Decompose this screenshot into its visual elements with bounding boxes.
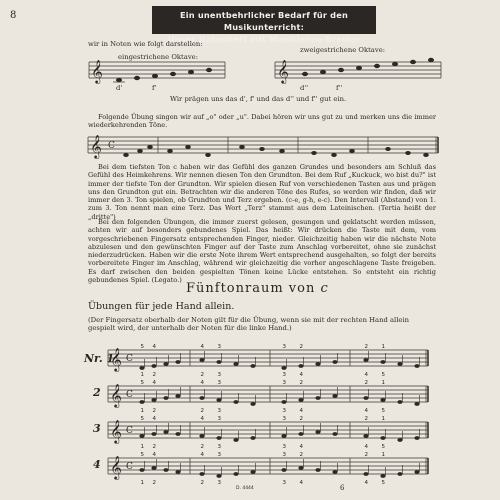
note-head [363, 358, 368, 362]
note-head [380, 474, 385, 478]
note-head [216, 360, 221, 364]
finger-top: 3 [217, 452, 221, 458]
note-head [397, 400, 402, 404]
note-head [250, 436, 255, 440]
note-head [414, 436, 419, 440]
finger-top: 3 [282, 344, 286, 350]
treble-clef-icon: 𝄞 [110, 455, 122, 479]
banner-line-2: Unser Notenheft mit Musiklehre-Brevier [167, 34, 361, 44]
note-head [414, 364, 419, 368]
finger-top: 1 [381, 380, 385, 386]
note-label-d1: d' [116, 84, 123, 92]
finger-top: 3 [217, 380, 221, 386]
finger-top: 2 [299, 452, 303, 458]
note-head [216, 398, 221, 402]
finger-top: 3 [282, 452, 286, 458]
note-head [250, 470, 255, 474]
finger-bottom: 2 [152, 408, 156, 414]
finger-top: 5 [140, 380, 144, 386]
note-head [163, 396, 168, 400]
note-head [139, 366, 144, 370]
finger-bottom: 4 [364, 480, 368, 486]
finger-top: 4 [200, 452, 204, 458]
note-head [315, 430, 320, 434]
note-head [281, 400, 286, 404]
note-head [199, 396, 204, 400]
common-time-icon: C [108, 141, 115, 151]
note-head [175, 360, 180, 364]
note-head [298, 432, 303, 436]
note-head [139, 468, 144, 472]
note-head [363, 472, 368, 476]
note-head [332, 360, 337, 364]
finger-top: 3 [282, 416, 286, 422]
finger-bottom: 5 [381, 444, 385, 450]
octave1-label: eingestrichene Oktave: [118, 53, 198, 61]
finger-bottom: 3 [282, 372, 286, 378]
note-head [151, 398, 156, 402]
finger-bottom: 2 [152, 372, 156, 378]
note-head [380, 436, 385, 440]
treble-clef-icon: 𝄞 [91, 59, 103, 83]
note-head [175, 432, 180, 436]
finger-top: 2 [364, 380, 368, 386]
footer-page: 6 [340, 484, 345, 492]
octave-staff [85, 58, 445, 98]
note-head [199, 472, 204, 476]
finger-top: 4 [152, 416, 156, 422]
finger-top: 5 [140, 344, 144, 350]
finger-bottom: 5 [381, 480, 385, 486]
subsection-title: Übungen für jede Hand allein. [88, 301, 235, 312]
exercise-label-3: 3 [93, 422, 101, 435]
note-head [380, 398, 385, 402]
note-head [233, 472, 238, 476]
finger-top: 2 [299, 344, 303, 350]
note-head [139, 434, 144, 438]
treble-clef-icon: 𝄞 [110, 347, 122, 371]
section-title-note: c [320, 281, 329, 296]
finger-top: 2 [299, 416, 303, 422]
finger-bottom: 4 [299, 480, 303, 486]
note-head [199, 434, 204, 438]
fingering-note: (Der Fingersatz oberhalb der Noten gilt für die Übung, wenn sie mit der rechten Hand allein gespielt wird, der unterhalb der Noten für die linke Hand.) [88, 316, 409, 333]
note-head [233, 362, 238, 366]
finger-bottom: 5 [381, 372, 385, 378]
page-number: 8 [10, 10, 17, 21]
finger-top: 4 [152, 344, 156, 350]
note-head [397, 362, 402, 366]
note-label-f2: f'' [336, 84, 343, 92]
note-head [163, 468, 168, 472]
note-head [216, 436, 221, 440]
finger-bottom: 4 [364, 372, 368, 378]
exercise-staves [108, 346, 428, 486]
finger-bottom: 4 [364, 408, 368, 414]
treble-clef-icon: 𝄞 [90, 134, 102, 158]
treble-clef-icon: 𝄞 [110, 383, 122, 407]
finger-top: 4 [200, 380, 204, 386]
singing-staff [88, 133, 438, 159]
note-head [175, 470, 180, 474]
section-title [186, 281, 329, 296]
finger-top: 4 [152, 452, 156, 458]
banner-line-1: Ein unentbehrlicher Bedarf für den Musikunterricht: [180, 10, 348, 32]
exercise-label-2: 2 [93, 386, 101, 399]
note-head [315, 362, 320, 366]
finger-bottom: 3 [217, 408, 221, 414]
finger-top: 3 [217, 344, 221, 350]
finger-top: 5 [140, 416, 144, 422]
finger-bottom: 3 [217, 480, 221, 486]
treble-clef-icon: 𝄞 [277, 59, 289, 83]
note-head [397, 472, 402, 476]
finger-top: 3 [217, 416, 221, 422]
finger-top: 2 [299, 380, 303, 386]
finger-top: 1 [381, 416, 385, 422]
note-head [281, 468, 286, 472]
intro-text: wir in Noten wie folgt darstellen: [88, 40, 203, 48]
finger-bottom: 1 [140, 372, 144, 378]
finger-top: 4 [200, 344, 204, 350]
finger-bottom: 1 [140, 408, 144, 414]
finger-top: 2 [364, 416, 368, 422]
finger-bottom: 3 [282, 408, 286, 414]
note-head [216, 474, 221, 478]
singing-paragraph: Folgende Übung singen wir auf „o" oder „u". Dabei hören wir uns gut zu und merken uns die immer wiederkehrenden Töne. [88, 113, 436, 130]
note-head [233, 438, 238, 442]
advert-banner [152, 6, 376, 44]
note-head [151, 364, 156, 368]
finger-top: 4 [200, 416, 204, 422]
note-head [250, 402, 255, 406]
note-head [298, 398, 303, 402]
finger-bottom: 4 [299, 408, 303, 414]
note-head [163, 362, 168, 366]
note-head [139, 400, 144, 404]
finger-bottom: 5 [381, 408, 385, 414]
note-head [250, 364, 255, 368]
finger-bottom: 1 [140, 480, 144, 486]
finger-bottom: 2 [200, 444, 204, 450]
note-head [233, 400, 238, 404]
finger-top: 3 [282, 380, 286, 386]
note-head [315, 468, 320, 472]
finger-bottom: 3 [282, 444, 286, 450]
practice-sentence: Wir prägen uns das d', f' und das d'' und f'' gut ein. [170, 95, 347, 103]
note-head [163, 430, 168, 434]
note-head [332, 394, 337, 398]
treble-clef-icon: 𝄞 [110, 419, 122, 443]
note-head [363, 396, 368, 400]
note-head [175, 394, 180, 398]
note-head [298, 466, 303, 470]
exercise-label-4: 4 [93, 458, 101, 471]
note-head [281, 366, 286, 370]
note-head [315, 396, 320, 400]
finger-bottom: 2 [152, 480, 156, 486]
note-head [380, 360, 385, 364]
exercise-label-1: Nr. 1 [84, 352, 115, 365]
finger-bottom: 3 [282, 480, 286, 486]
common-time-icon: C [126, 426, 133, 436]
note-head [151, 466, 156, 470]
note-head [414, 470, 419, 474]
finger-top: 1 [381, 344, 385, 350]
note-head [397, 438, 402, 442]
common-time-icon: C [126, 462, 133, 472]
note-head [199, 358, 204, 362]
common-time-icon: C [126, 354, 133, 364]
finger-bottom: 1 [140, 444, 144, 450]
octave2-label: zweigestrichene Oktave: [300, 46, 386, 54]
finger-top: 4 [152, 380, 156, 386]
finger-top: 1 [381, 452, 385, 458]
legato-paragraph: Bei den folgenden Übungen, die immer zuerst gelesen, gesungen und geklatscht werden müssen, achten wir auf besonders gebundenes Spiel. Das heißt: Wir drücken die Taste mit dem, vom vorgeschriebenen Fingersatz entsprechenden Finger, nieder. Gleichzeitig haben wir die nächste Note abzulesen und den gewünschten Finger auf der Taste zum Anschlag vorbereitet, ohne sie zunächst niederzudrücken. Haben wir die erste Note ihrem Wert entsprechend ausgehalten, so folgt der bereits vorbereitete Finger im Anschlag, während wir gleichzeitig die vorher angeschlagene Taste freigeben. Es darf zwischen den beiden gespielten Tönen keine Lücke entstehen. So entsteht ein richtig gebundenes Spiel. (Legato.) [88, 218, 436, 285]
finger-bottom: 2 [152, 444, 156, 450]
note-head [151, 432, 156, 436]
note-head [332, 470, 337, 474]
section-title-text: Fünftonraum von [186, 281, 316, 296]
finger-bottom: 2 [200, 372, 204, 378]
common-time-icon: C [126, 390, 133, 400]
note-label-d2: d'' [300, 84, 309, 92]
finger-bottom: 3 [217, 372, 221, 378]
note-head [281, 434, 286, 438]
grundton-paragraph: Bei dem tiefsten Ton c haben wir das Gefühl des ganzen Grundes und besonders am Schluß das Gefühl des Heimkehrens. Wir nennen diesen Ton den Grundton. Bei dem Ruf „Kuckuck, wo bist du?" ist immer der tiefste Ton der Grundton. Wir spielen diesen Ruf von verschiedenen Tasten aus und prägen uns den Grundton gut ein. Betrachten wir die anderen Töne des Rufes, so werden wir finden, daß wir immer den 3. Ton spielen, ob Grundton und Terz ergeben. (c-e, g-h, e-c). Den Intervall (Abstand) von 1. zum 3. Ton nennt man eine Terz. Das Wort „Terz" stammt aus dem Lateinischen. (Tertia heißt der „dritte") [88, 163, 436, 221]
note-head [363, 434, 368, 438]
finger-bottom: 4 [364, 444, 368, 450]
finger-top: 2 [364, 452, 368, 458]
note-head [414, 402, 419, 406]
finger-bottom: 4 [299, 372, 303, 378]
footer-code: D. 4444 [236, 486, 254, 491]
note-head [298, 364, 303, 368]
finger-bottom: 2 [200, 480, 204, 486]
finger-bottom: 3 [217, 444, 221, 450]
finger-bottom: 2 [200, 408, 204, 414]
finger-bottom: 4 [299, 444, 303, 450]
note-label-f1: f' [152, 84, 157, 92]
finger-top: 2 [364, 344, 368, 350]
note-head [332, 432, 337, 436]
finger-top: 5 [140, 452, 144, 458]
